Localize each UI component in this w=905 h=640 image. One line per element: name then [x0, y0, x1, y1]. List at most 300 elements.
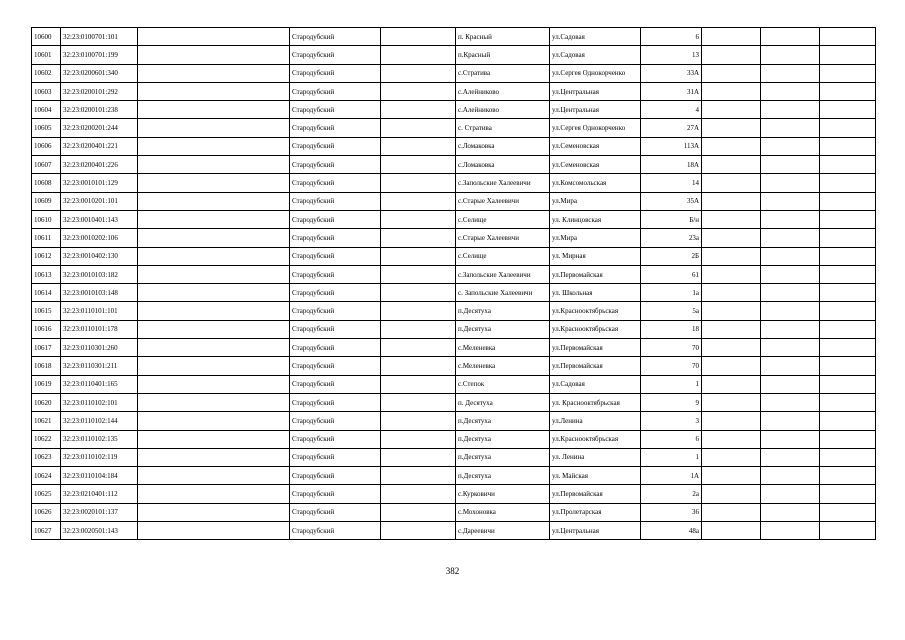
district-cell: Стародубский	[290, 430, 381, 448]
cadastral-number-cell: 32:23:0200101:238	[61, 101, 138, 119]
cadastral-number-cell: 32:23:0110301:260	[61, 339, 138, 357]
empty-cell	[138, 64, 290, 82]
street-cell: ул.Центральная	[550, 522, 641, 540]
row-number-cell: 10626	[32, 503, 61, 521]
empty-cell	[820, 46, 876, 64]
empty-cell	[702, 229, 761, 247]
empty-cell	[702, 375, 761, 393]
house-number-cell: 1	[641, 448, 702, 466]
empty-cell	[702, 265, 761, 283]
empty-cell	[820, 485, 876, 503]
street-cell: ул.Краснооктябрьская	[550, 302, 641, 320]
empty-cell	[761, 46, 820, 64]
cadastral-number-cell: 32:23:0010101:129	[61, 174, 138, 192]
empty-cell	[820, 265, 876, 283]
cadastral-number-cell: 32:23:0010103:182	[61, 265, 138, 283]
empty-cell	[820, 247, 876, 265]
empty-cell	[381, 174, 456, 192]
house-number-cell: 70	[641, 339, 702, 357]
table-row	[32, 192, 876, 210]
empty-cell	[702, 156, 761, 174]
locality-cell: п. Красный	[456, 28, 550, 46]
locality-cell: п.Десятуха	[456, 302, 550, 320]
empty-cell	[138, 210, 290, 228]
street-cell: ул.Первомайская	[550, 265, 641, 283]
cadastral-number-cell: 32:23:0110101:101	[61, 302, 138, 320]
district-cell: Стародубский	[290, 522, 381, 540]
cadastral-number-cell: 32:23:0010202:106	[61, 229, 138, 247]
district-cell: Стародубский	[290, 448, 381, 466]
street-cell: ул.Ленина	[550, 412, 641, 430]
locality-cell: с.Ломаковка	[456, 156, 550, 174]
empty-cell	[761, 137, 820, 155]
empty-cell	[702, 412, 761, 430]
district-cell: Стародубский	[290, 467, 381, 485]
empty-cell	[702, 119, 761, 137]
table-row	[32, 302, 876, 320]
empty-cell	[702, 101, 761, 119]
district-cell: Стародубский	[290, 339, 381, 357]
locality-cell: п.Десятуха	[456, 412, 550, 430]
district-cell: Стародубский	[290, 137, 381, 155]
empty-cell	[381, 210, 456, 228]
empty-cell	[381, 229, 456, 247]
empty-cell	[761, 302, 820, 320]
cadastral-number-cell: 32:23:0010201:101	[61, 192, 138, 210]
empty-cell	[761, 393, 820, 411]
street-cell: ул.Семеновская	[550, 137, 641, 155]
row-number-cell: 10625	[32, 485, 61, 503]
empty-cell	[381, 284, 456, 302]
district-cell: Стародубский	[290, 64, 381, 82]
cadastral-number-cell: 32:23:0200401:226	[61, 156, 138, 174]
cadastral-number-cell: 32:23:0010401:143	[61, 210, 138, 228]
street-cell: ул. Ленина	[550, 448, 641, 466]
empty-cell	[761, 412, 820, 430]
street-cell: ул. Краснооктябрьская	[550, 393, 641, 411]
empty-cell	[138, 375, 290, 393]
empty-cell	[138, 247, 290, 265]
house-number-cell: Б/н	[641, 210, 702, 228]
empty-cell	[381, 82, 456, 100]
house-number-cell: 18А	[641, 156, 702, 174]
street-cell: ул.Первомайская	[550, 357, 641, 375]
table-row	[32, 522, 876, 540]
table-row	[32, 503, 876, 521]
empty-cell	[761, 174, 820, 192]
table-row	[32, 430, 876, 448]
empty-cell	[702, 467, 761, 485]
row-number-cell: 10622	[32, 430, 61, 448]
locality-cell: п.Красный	[456, 46, 550, 64]
empty-cell	[381, 339, 456, 357]
locality-cell: с. Стратива	[456, 119, 550, 137]
empty-cell	[761, 82, 820, 100]
street-cell: ул.Сергея Однокорченко	[550, 64, 641, 82]
empty-cell	[761, 522, 820, 540]
street-cell: ул.Садовая	[550, 46, 641, 64]
house-number-cell: 2а	[641, 485, 702, 503]
house-number-cell: 48а	[641, 522, 702, 540]
empty-cell	[761, 448, 820, 466]
cadastral-number-cell: 32:23:0200601:340	[61, 64, 138, 82]
cadastral-number-cell: 32:23:0110102:101	[61, 393, 138, 411]
empty-cell	[702, 485, 761, 503]
district-cell: Стародубский	[290, 284, 381, 302]
house-number-cell: 13	[641, 46, 702, 64]
empty-cell	[381, 64, 456, 82]
district-cell: Стародубский	[290, 503, 381, 521]
row-number-cell: 10616	[32, 320, 61, 338]
empty-cell	[761, 265, 820, 283]
empty-cell	[820, 119, 876, 137]
empty-cell	[381, 503, 456, 521]
empty-cell	[761, 210, 820, 228]
street-cell: ул.Семеновская	[550, 156, 641, 174]
locality-cell: с.Степок	[456, 375, 550, 393]
row-number-cell: 10615	[32, 302, 61, 320]
locality-cell: п.Десятуха	[456, 430, 550, 448]
street-cell: ул.Комсомольская	[550, 174, 641, 192]
locality-cell: с.Запольские Халеевичи	[456, 174, 550, 192]
street-cell: ул.Первомайская	[550, 339, 641, 357]
street-cell: ул. Майская	[550, 467, 641, 485]
empty-cell	[138, 101, 290, 119]
empty-cell	[702, 82, 761, 100]
table-body	[32, 28, 876, 540]
locality-cell: п.Десятуха	[456, 320, 550, 338]
row-number-cell: 10613	[32, 265, 61, 283]
street-cell: ул.Мира	[550, 192, 641, 210]
empty-cell	[138, 284, 290, 302]
empty-cell	[820, 393, 876, 411]
empty-cell	[761, 503, 820, 521]
row-number-cell: 10610	[32, 210, 61, 228]
district-cell: Стародубский	[290, 265, 381, 283]
house-number-cell: 2Б	[641, 247, 702, 265]
table-row	[32, 265, 876, 283]
empty-cell	[702, 28, 761, 46]
row-number-cell: 10612	[32, 247, 61, 265]
empty-cell	[820, 503, 876, 521]
property-registry-table	[31, 27, 876, 540]
house-number-cell: 27А	[641, 119, 702, 137]
house-number-cell: 113А	[641, 137, 702, 155]
empty-cell	[138, 320, 290, 338]
cadastral-number-cell: 32:23:0110102:135	[61, 430, 138, 448]
empty-cell	[820, 210, 876, 228]
locality-cell: с.Стратива	[456, 64, 550, 82]
row-number-cell: 10627	[32, 522, 61, 540]
row-number-cell: 10608	[32, 174, 61, 192]
table-row	[32, 210, 876, 228]
empty-cell	[138, 357, 290, 375]
row-number-cell: 10618	[32, 357, 61, 375]
table-row	[32, 82, 876, 100]
house-number-cell: 33А	[641, 64, 702, 82]
district-cell: Стародубский	[290, 229, 381, 247]
row-number-cell: 10607	[32, 156, 61, 174]
locality-cell: с.Старые Халеевичи	[456, 192, 550, 210]
empty-cell	[820, 302, 876, 320]
row-number-cell: 10624	[32, 467, 61, 485]
empty-cell	[761, 119, 820, 137]
empty-cell	[702, 339, 761, 357]
row-number-cell: 10619	[32, 375, 61, 393]
empty-cell	[381, 430, 456, 448]
empty-cell	[761, 467, 820, 485]
locality-cell: с.Ломаковка	[456, 137, 550, 155]
locality-cell: п.Десятуха	[456, 448, 550, 466]
table-row	[32, 156, 876, 174]
empty-cell	[138, 174, 290, 192]
table-row	[32, 485, 876, 503]
empty-cell	[138, 448, 290, 466]
district-cell: Стародубский	[290, 119, 381, 137]
empty-cell	[820, 430, 876, 448]
empty-cell	[761, 339, 820, 357]
row-number-cell: 10605	[32, 119, 61, 137]
house-number-cell: 31А	[641, 82, 702, 100]
table-row	[32, 467, 876, 485]
empty-cell	[820, 448, 876, 466]
table-row	[32, 174, 876, 192]
empty-cell	[138, 430, 290, 448]
empty-cell	[381, 192, 456, 210]
street-cell: ул. Школьная	[550, 284, 641, 302]
locality-cell: с.Дареевичи	[456, 522, 550, 540]
street-cell: ул.Садовая	[550, 28, 641, 46]
locality-cell: с.Алейниково	[456, 101, 550, 119]
empty-cell	[702, 64, 761, 82]
cadastral-number-cell: 32:23:0110401:165	[61, 375, 138, 393]
district-cell: Стародубский	[290, 174, 381, 192]
empty-cell	[820, 82, 876, 100]
empty-cell	[381, 265, 456, 283]
cadastral-number-cell: 32:23:0110104:184	[61, 467, 138, 485]
empty-cell	[820, 412, 876, 430]
empty-cell	[702, 503, 761, 521]
house-number-cell: 6	[641, 430, 702, 448]
district-cell: Стародубский	[290, 156, 381, 174]
cadastral-number-cell: 32:23:0200101:292	[61, 82, 138, 100]
table-row	[32, 375, 876, 393]
street-cell: ул.Пролетарская	[550, 503, 641, 521]
cadastral-number-cell: 32:23:0010103:148	[61, 284, 138, 302]
cadastral-number-cell: 32:23:0110102:144	[61, 412, 138, 430]
street-cell: ул.Краснооктябрьская	[550, 320, 641, 338]
empty-cell	[761, 247, 820, 265]
locality-cell: с.Меленевка	[456, 339, 550, 357]
cadastral-number-cell: 32:23:0100701:199	[61, 46, 138, 64]
locality-cell: с.Старые Халеевичи	[456, 229, 550, 247]
house-number-cell: 3	[641, 412, 702, 430]
empty-cell	[820, 339, 876, 357]
cadastral-number-cell: 32:23:0010402:130	[61, 247, 138, 265]
empty-cell	[381, 28, 456, 46]
locality-cell: с.Селище	[456, 247, 550, 265]
district-cell: Стародубский	[290, 247, 381, 265]
street-cell: ул.Садовая	[550, 375, 641, 393]
empty-cell	[702, 46, 761, 64]
cadastral-number-cell: 32:23:0020501:143	[61, 522, 138, 540]
district-cell: Стародубский	[290, 46, 381, 64]
empty-cell	[381, 522, 456, 540]
house-number-cell: 4	[641, 101, 702, 119]
cadastral-number-cell: 32:23:0110301:211	[61, 357, 138, 375]
street-cell: ул. Мирная	[550, 247, 641, 265]
table-row	[32, 101, 876, 119]
empty-cell	[138, 28, 290, 46]
empty-cell	[702, 174, 761, 192]
locality-cell: с.Алейниково	[456, 82, 550, 100]
row-number-cell: 10614	[32, 284, 61, 302]
house-number-cell: 18	[641, 320, 702, 338]
locality-cell: с.Мохоновка	[456, 503, 550, 521]
cadastral-number-cell: 32:23:0110102:119	[61, 448, 138, 466]
empty-cell	[702, 448, 761, 466]
empty-cell	[820, 64, 876, 82]
district-cell: Стародубский	[290, 302, 381, 320]
empty-cell	[761, 430, 820, 448]
locality-cell: с. Запольские Халеевичи	[456, 284, 550, 302]
empty-cell	[702, 357, 761, 375]
empty-cell	[702, 284, 761, 302]
locality-cell: с.Запольские Халеевичи	[456, 265, 550, 283]
empty-cell	[820, 467, 876, 485]
empty-cell	[138, 412, 290, 430]
empty-cell	[702, 247, 761, 265]
empty-cell	[138, 156, 290, 174]
empty-cell	[702, 430, 761, 448]
house-number-cell: 14	[641, 174, 702, 192]
row-number-cell: 10604	[32, 101, 61, 119]
empty-cell	[820, 192, 876, 210]
locality-cell: с.Курковичи	[456, 485, 550, 503]
empty-cell	[702, 320, 761, 338]
empty-cell	[702, 393, 761, 411]
empty-cell	[820, 229, 876, 247]
empty-cell	[138, 229, 290, 247]
locality-cell: с.Меленевка	[456, 357, 550, 375]
house-number-cell: 1А	[641, 467, 702, 485]
empty-cell	[761, 284, 820, 302]
empty-cell	[381, 247, 456, 265]
row-number-cell: 10620	[32, 393, 61, 411]
empty-cell	[761, 64, 820, 82]
empty-cell	[381, 137, 456, 155]
empty-cell	[702, 137, 761, 155]
table-row	[32, 28, 876, 46]
empty-cell	[381, 101, 456, 119]
empty-cell	[820, 320, 876, 338]
table-row	[32, 46, 876, 64]
empty-cell	[381, 448, 456, 466]
empty-cell	[761, 101, 820, 119]
district-cell: Стародубский	[290, 210, 381, 228]
page-number: 382	[445, 566, 460, 576]
house-number-cell: 35А	[641, 192, 702, 210]
district-cell: Стародубский	[290, 192, 381, 210]
cadastral-number-cell: 32:23:0200401:221	[61, 137, 138, 155]
empty-cell	[138, 485, 290, 503]
locality-cell: п. Десятуха	[456, 393, 550, 411]
empty-cell	[138, 192, 290, 210]
street-cell: ул.Сергея Однокорченко	[550, 119, 641, 137]
empty-cell	[138, 46, 290, 64]
house-number-cell: 1а	[641, 284, 702, 302]
empty-cell	[820, 137, 876, 155]
empty-cell	[761, 320, 820, 338]
locality-cell: с.Селище	[456, 210, 550, 228]
street-cell: ул. Клинцовская	[550, 210, 641, 228]
empty-cell	[381, 46, 456, 64]
empty-cell	[138, 302, 290, 320]
district-cell: Стародубский	[290, 375, 381, 393]
street-cell: ул.Центральная	[550, 82, 641, 100]
row-number-cell: 10603	[32, 82, 61, 100]
empty-cell	[702, 302, 761, 320]
table-row	[32, 284, 876, 302]
table-row	[32, 137, 876, 155]
house-number-cell: 9	[641, 393, 702, 411]
street-cell: ул.Краснооктябрьская	[550, 430, 641, 448]
empty-cell	[381, 302, 456, 320]
cadastral-number-cell: 32:23:0200201:244	[61, 119, 138, 137]
table-row	[32, 229, 876, 247]
district-cell: Стародубский	[290, 357, 381, 375]
table-row	[32, 448, 876, 466]
house-number-cell: 36	[641, 503, 702, 521]
table-row	[32, 357, 876, 375]
district-cell: Стародубский	[290, 485, 381, 503]
empty-cell	[820, 284, 876, 302]
district-cell: Стародубский	[290, 82, 381, 100]
empty-cell	[138, 467, 290, 485]
row-number-cell: 10609	[32, 192, 61, 210]
empty-cell	[761, 192, 820, 210]
empty-cell	[702, 522, 761, 540]
empty-cell	[381, 320, 456, 338]
empty-cell	[820, 357, 876, 375]
empty-cell	[761, 485, 820, 503]
house-number-cell: 6	[641, 28, 702, 46]
empty-cell	[138, 265, 290, 283]
street-cell: ул.Мира	[550, 229, 641, 247]
district-cell: Стародубский	[290, 412, 381, 430]
row-number-cell: 10621	[32, 412, 61, 430]
empty-cell	[138, 119, 290, 137]
district-cell: Стародубский	[290, 393, 381, 411]
empty-cell	[381, 119, 456, 137]
empty-cell	[820, 522, 876, 540]
house-number-cell: 23а	[641, 229, 702, 247]
empty-cell	[138, 137, 290, 155]
table-row	[32, 119, 876, 137]
empty-cell	[761, 229, 820, 247]
empty-cell	[761, 357, 820, 375]
empty-cell	[138, 503, 290, 521]
row-number-cell: 10611	[32, 229, 61, 247]
empty-cell	[381, 375, 456, 393]
table-row	[32, 339, 876, 357]
cadastral-number-cell: 32:23:0210401:112	[61, 485, 138, 503]
empty-cell	[702, 192, 761, 210]
house-number-cell: 1	[641, 375, 702, 393]
street-cell: ул.Центральная	[550, 101, 641, 119]
empty-cell	[820, 174, 876, 192]
house-number-cell: 5а	[641, 302, 702, 320]
